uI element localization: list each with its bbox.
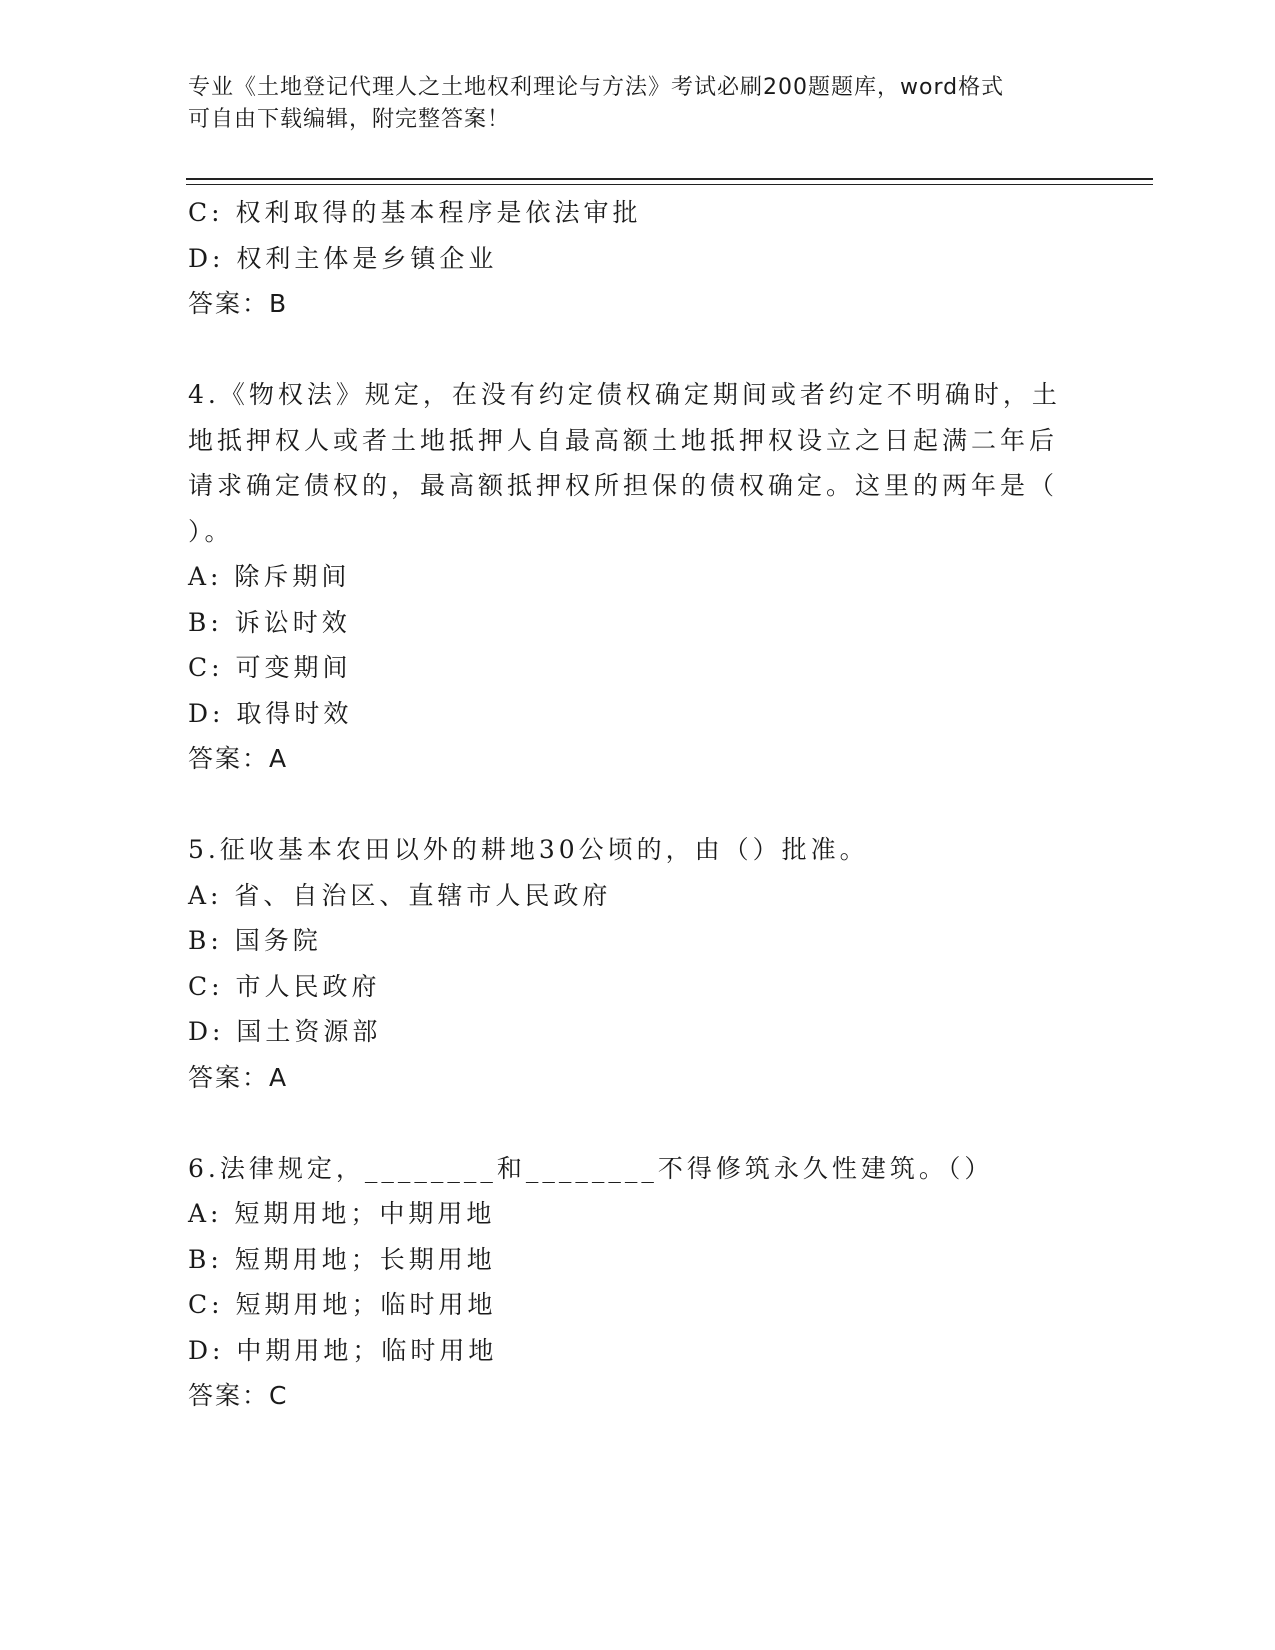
header-divider-thin [186, 184, 1153, 185]
question-6-option-a: A: 短期用地；中期用地 [188, 1199, 496, 1228]
question-6-option-b: B: 短期用地；长期用地 [188, 1244, 496, 1274]
question-list [188, 190, 1068, 1419]
question-3-answer: 答案：B [188, 289, 289, 318]
question-5-option-b: B: 国务院 [188, 926, 322, 955]
question-4-option-a: A: 除斥期间 [188, 562, 351, 591]
question-6-stem: 6.法律规定，________和________不得修筑永久性建筑。（） [188, 1153, 994, 1183]
question-6-option-c: C: 短期用地；临时用地 [188, 1290, 497, 1319]
question-4-stem-line-2: 地抵押权人或者土地抵押人自最高额土地抵押权设立之日起满二年后 [188, 425, 1059, 455]
question-4-stem-line-3: 请求确定债权的，最高额抵押权所担保的债权确定。这里的两年是（ [188, 471, 1059, 500]
header-title-line-2: 可自由下载编辑，附完整答案！ [188, 107, 511, 132]
question-5-option-d: D: 国土资源部 [188, 1017, 382, 1046]
question-5 [188, 827, 1068, 1100]
question-3-option-d: D: 权利主体是乡镇企业 [188, 243, 498, 273]
question-3-tail [188, 190, 1068, 327]
question-4-stem-line-1: 4.《物权法》规定，在没有约定债权确定期间或者约定不明确时，土 [188, 380, 1061, 409]
question-4-option-c: C: 可变期间 [188, 653, 352, 682]
question-5-option-a: A: 省、自治区、直辖市人民政府 [188, 880, 612, 910]
question-5-answer: 答案：A [188, 1062, 289, 1092]
question-6-answer: 答案：C [188, 1381, 289, 1410]
header-divider-thick [186, 178, 1153, 180]
question-5-stem: 5.征收基本农田以外的耕地30公顷的，由（）批准。 [188, 835, 869, 864]
question-4-stem-line-4: ）。 [188, 516, 234, 546]
question-4-option-b: B: 诉讼时效 [188, 607, 351, 637]
question-6-option-d: D: 中期用地；临时用地 [188, 1335, 498, 1365]
question-5-option-c: C: 市人民政府 [188, 971, 381, 1001]
question-3-option-c: C: 权利取得的基本程序是依法审批 [188, 198, 642, 227]
document-header [188, 72, 1068, 136]
question-6 [188, 1146, 1068, 1419]
question-4 [188, 372, 1068, 782]
header-title-line-1: 专业《土地登记代理人之土地权利理论与方法》考试必刷200题题库，word格式 [188, 75, 1005, 100]
question-4-option-d: D: 取得时效 [188, 698, 353, 728]
question-4-answer: 答案：A [188, 744, 289, 773]
